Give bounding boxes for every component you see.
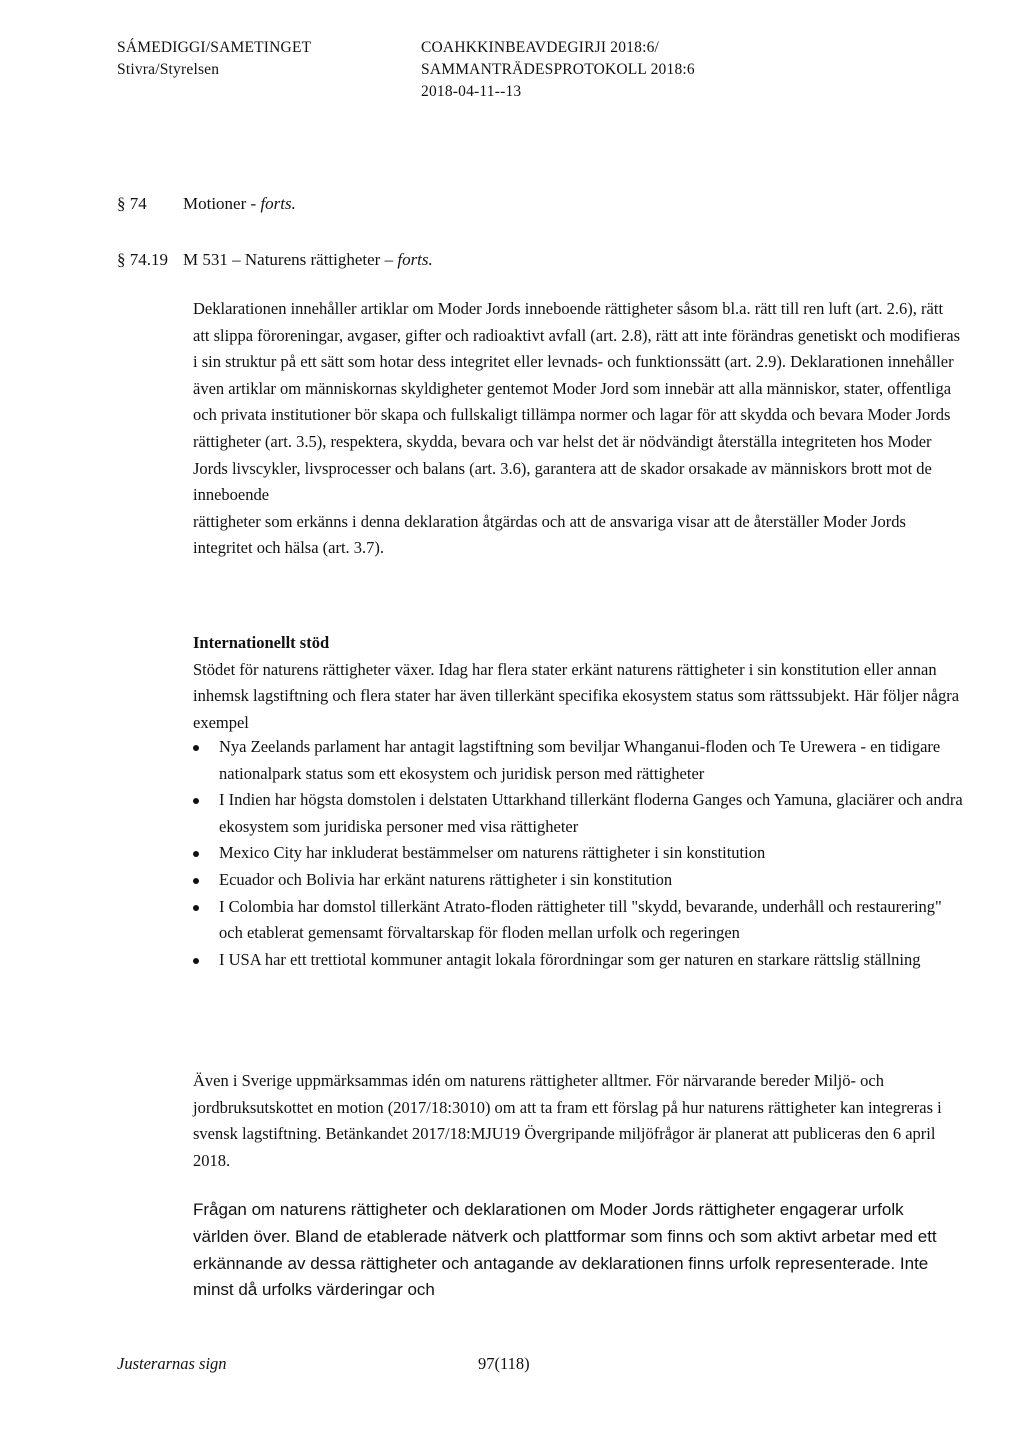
header-doc-date: 2018-04-11--13 — [421, 83, 522, 100]
list-item: I Indien har högsta domstolen i delstaten Uttarkhand tillerkänt floderna Ganges och Yamuna, glaciärer och andra ekosystem som juridiska personer med visa rättigheter — [193, 787, 963, 840]
bullet-icon — [193, 878, 199, 884]
paragraph-sweden-text: Även i Sverige uppmärksammas idén om naturens rättigheter alltmer. För närvarande bereder Miljö- och jordbruksutskottet en motion (2017/18:3010) om att ta fram ett förslag på hur naturens rättigheter kan integreras i svensk lagstiftning. Betänkandet 2017/18:MJU19 Övergripande miljöfrågor är planerat att publiceras den 6 april 2018. — [193, 1071, 942, 1170]
bullet-icon — [193, 798, 199, 804]
bullet-icon — [193, 958, 199, 964]
paragraph-declaration — [193, 296, 963, 562]
bullet-icon — [193, 745, 199, 751]
subsection-title: M 531 – Naturens rättigheter – — [183, 250, 398, 269]
paragraph-indigenous-text: Frågan om naturens rättigheter och deklarationen om Moder Jords rättigheter engagerar urfolk världen över. Bland de etablerade nätverk och plattformar som finns och som aktivt arbetar med ett erkännande av dessa rättigheter och antagande av deklarationen finns urfolk representerade. Inte minst då urfolks värderingar och — [193, 1200, 937, 1300]
list-item: Nya Zeelands parlament har antagit lagstiftning som beviljar Whanganui-floden och Te Urewera - en tidigare nationalpark status som ett ekosystem och juridisk person med rättigheter — [193, 734, 963, 787]
examples-list — [193, 734, 963, 973]
bullet-icon — [193, 905, 199, 911]
footer-page-number: 97(118) — [478, 1354, 530, 1373]
subsection-heading — [117, 250, 433, 270]
bullet-icon — [193, 851, 199, 857]
section-heading — [117, 194, 296, 214]
paragraph-sweden — [193, 1068, 963, 1174]
section-title: Motioner - — [183, 194, 261, 213]
list-item: Ecuador och Bolivia har erkänt naturens rättigheter i sin konstitution — [193, 867, 963, 894]
header-org-name: SÁMEDIGGI/SAMETINGET — [117, 39, 312, 56]
section-title-suffix: forts. — [260, 194, 296, 213]
header-organization — [117, 37, 311, 81]
international-support-heading: Internationellt stöd — [193, 633, 330, 652]
paragraph-declaration-continued: rättigheter som erkänns i denna deklaration åtgärdas och att de ansvariga visar att de återställer Moder Jords integritet och hälsa (art. 3.7). — [193, 511, 906, 558]
header-org-unit: Stivra/Styrelsen — [117, 61, 220, 78]
section-number: § 74 — [117, 194, 147, 213]
subsection-title-suffix: forts. — [397, 250, 433, 269]
header-document-info — [421, 37, 695, 103]
paragraph-declaration-text: Deklarationen innehåller artiklar om Moder Jords inneboende rättigheter såsom bl.a. rätt till ren luft (art. 2.6), rätt att slippa föroreningar, avgaser, gifter och radioaktivt avfall (art. 2.8), rätt att inte förändras genetiskt och modifieras i sin struktur på ett sätt som hotar dess integritet eller levnads- och funktionssätt (art. 2.9). Deklarationen innehåller även artiklar om människornas skyldigheter gentemot Moder Jord som innebär att alla människor, stater, offentliga och privata institutioner bör skapa och fullskaligt tillämpa normer och lagar för att skydda och bevara Moder Jords rättigheter (art. 3.5), respektera, skydda, bevara och var helst det är nödvändigt återställa integriteten hos Moder Jords livscykler, livsprocesser och balans (art. 3.6), garantera att de skador orsakade av människors brott mot de inneboende — [193, 299, 961, 505]
list-item: I USA har ett trettiotal kommuner antagit lokala förordningar som ger naturen en starkare rättslig ställning — [193, 947, 963, 974]
list-item: Mexico City har inkluderat bestämmelser om naturens rättigheter i sin konstitution — [193, 840, 963, 867]
international-support-text: Stödet för naturens rättigheter växer. Idag har flera stater erkänt naturens rättigheter i sin konstitution eller annan inhemsk lagstiftning och flera stater har även tillerkänt specifika ekosystem status som rättssubjekt. Här följer några exempel — [193, 659, 960, 732]
header-doc-subtitle: SAMMANTRÄDESPROTOKOLL 2018:6 — [421, 61, 695, 78]
subsection-number: § 74.19 — [117, 250, 168, 269]
international-support-section — [193, 630, 963, 736]
paragraph-indigenous — [193, 1197, 963, 1304]
list-item: I Colombia har domstol tillerkänt Atrato-floden rättigheter till "skydd, bevarande, underhåll och restaurering" och etablerat gemensamt förvaltarskap för floden mellan urfolk och regeringen — [193, 894, 963, 947]
footer-signature-label: Justerarnas sign — [117, 1354, 227, 1373]
header-doc-title: COAHKKINBEAVDEGIRJI 2018:6/ — [421, 39, 660, 56]
